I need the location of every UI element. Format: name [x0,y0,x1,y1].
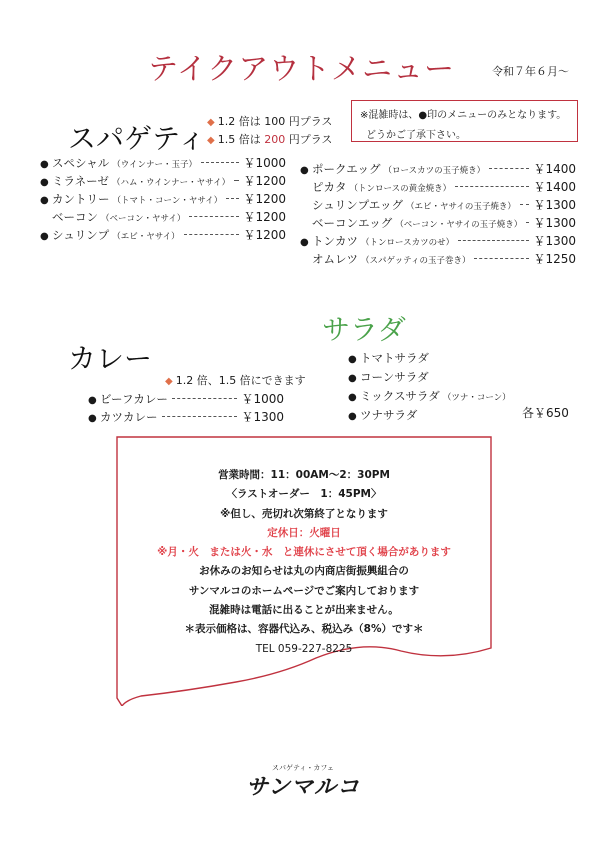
option-text: 円プラス [285,133,333,146]
item-price: ￥1300 [533,234,576,248]
logo-subtitle: スパゲティ・カフェ [271,764,335,772]
page-title: テイクアウトメニュー [148,52,455,87]
menu-item [300,250,576,268]
menu-item: ● トンカツ （トンロースカツのせ） ￥1300 [300,234,576,248]
item-name: ベーコン [52,210,98,224]
item-price: ￥1300 [533,216,576,230]
item-price: ￥1000 [243,156,286,170]
holiday-info-1: お休みのお知らせは丸の内商店街振興組合の [199,565,409,578]
item-price: ￥1400 [533,180,576,194]
info-box [116,466,492,659]
menu-item: ● コーンサラダ [348,370,429,384]
menu-item: ● ミラネーゼ （ハム・ウインナー・ヤサイ） ￥1200 [40,174,286,188]
spaghetti-list-right [300,160,576,268]
option-price: 200 [264,133,286,146]
option-price: 100 [264,115,286,128]
item-desc: （ツナ・コーン） [442,393,511,403]
menu-item: ● トマトサラダ [348,351,429,365]
item-price: ￥1400 [533,162,576,176]
item-desc: （ハム・ウインナー・ヤサイ） [111,178,231,188]
menu-item [40,208,286,226]
item-desc: （トマト・コーン・ヤサイ） [112,196,223,206]
notice-line-2: どうかご了承下さい。 [366,130,466,141]
salad-heading: サラダ [322,313,406,346]
menu-item: ● シュリンプ （エビ・ヤサイ） ￥1200 [40,228,286,242]
item-price: ￥1250 [533,252,576,266]
item-price: ￥1300 [241,410,284,424]
item-name: コーンサラダ [360,370,429,384]
option-text: 1.2 倍は [217,115,265,128]
item-desc: （トンロースカツのせ） [361,238,455,248]
item-name: ミックスサラダ [360,389,440,403]
telephone: TEL 059-227-8225 [255,642,353,655]
item-price: ￥1200 [243,192,286,206]
item-price: ￥1200 [243,174,286,188]
item-name: ポークエッグ [312,162,381,176]
menu-item [300,196,576,214]
diamond-icon: ◆ [207,117,215,128]
item-name: カツカレー [100,410,158,424]
item-desc: （スパゲッティの玉子巻き） [361,256,471,266]
item-name: カントリー [52,192,110,206]
spaghetti-heading: スパゲティ [68,122,206,155]
item-desc: （トンロースの黄金焼き） [349,184,452,194]
sold-out-note: ※但し、売切れ次第終了となります [220,507,388,520]
item-desc: （ウインナー・玉子） [112,160,198,170]
notice-box [351,100,578,142]
item-desc: （エビ・ヤサイの玉子焼き） [405,202,516,212]
item-desc: （ベーコン・ヤサイの玉子焼き） [395,220,523,230]
item-price: ￥1300 [533,198,576,212]
item-price: ￥1200 [243,210,286,224]
option-text: 1.5 倍は [217,133,265,146]
menu-item: ● スペシャル （ウインナー・玉子） ￥1000 [40,156,286,170]
curry-list [88,390,284,426]
busy-phone-note: 混雑時は電話に出ることが出来ません。 [209,604,399,617]
closed-day: 定休日：火曜日 [267,526,341,539]
menu-item [300,178,576,196]
item-price: ￥1000 [241,392,284,406]
item-name: シュリンプ [52,228,110,242]
menu-item: ● カントリー （トマト・コーン・ヤサイ） ￥1200 [40,192,286,206]
curry-option [165,372,306,388]
item-name: ミラネーゼ [52,174,109,188]
option-text: 1.2 倍、1.5 倍にできます [175,374,306,387]
diamond-icon: ◆ [165,376,173,387]
holiday-info-2: サンマルコのホームページでご案内しております [188,584,420,597]
salad-list [348,350,511,426]
item-desc: （エビ・ヤサイ） [112,232,180,242]
tax-note: ＊表示価格は、容器代込み、税込み（8%）です＊ [184,623,424,636]
logo: サンマルコ [246,775,360,800]
item-price: ￥1200 [243,228,286,242]
menu-item: ● ポークエッグ （ロースカツの玉子焼き） ￥1400 [300,162,576,176]
salad-price: 各￥650 [522,406,569,420]
menu-item: ● カツカレー ￥1300 [88,410,284,424]
spaghetti-option [207,113,332,129]
item-desc: （ロースカツの玉子焼き） [383,166,486,176]
menu-item [300,214,576,232]
curry-heading: カレー [68,342,153,375]
item-name: スペシャル [52,156,110,170]
date-label: 令和７年６月～ [492,65,569,78]
business-hours: 営業時間：11：00AM～2：30PM [218,469,390,481]
item-name: ベーコンエッグ [312,216,393,230]
spaghetti-option [207,131,332,147]
item-name: オムレツ [312,252,358,266]
item-name: トマトサラダ [360,351,429,365]
menu-item: ● ビーフカレー ￥1000 [88,392,284,406]
menu-item: ● ミックスサラダ （ツナ・コーン） [348,389,511,403]
item-name: ツナサラダ [360,408,418,422]
diamond-icon: ◆ [207,135,215,146]
item-desc: （ベーコン・ヤサイ） [101,214,186,224]
item-name: トンカツ [312,234,358,248]
last-order: 〈ラストオーダー 1：45PM〉 [226,488,382,501]
item-name: ピカタ [312,180,347,194]
item-name: シュリンプエッグ [312,198,403,212]
closed-note: ※月・火 または火・水 と連休にさせて頂く場合があります [157,546,451,559]
option-text: 円プラス [285,115,333,128]
notice-line-1: ※混雑時は、●印のメニューのみとなります。 [360,110,567,121]
item-name: ビーフカレー [100,392,168,406]
menu-item: ● ツナサラダ [348,408,418,422]
spaghetti-list-left [40,154,286,244]
